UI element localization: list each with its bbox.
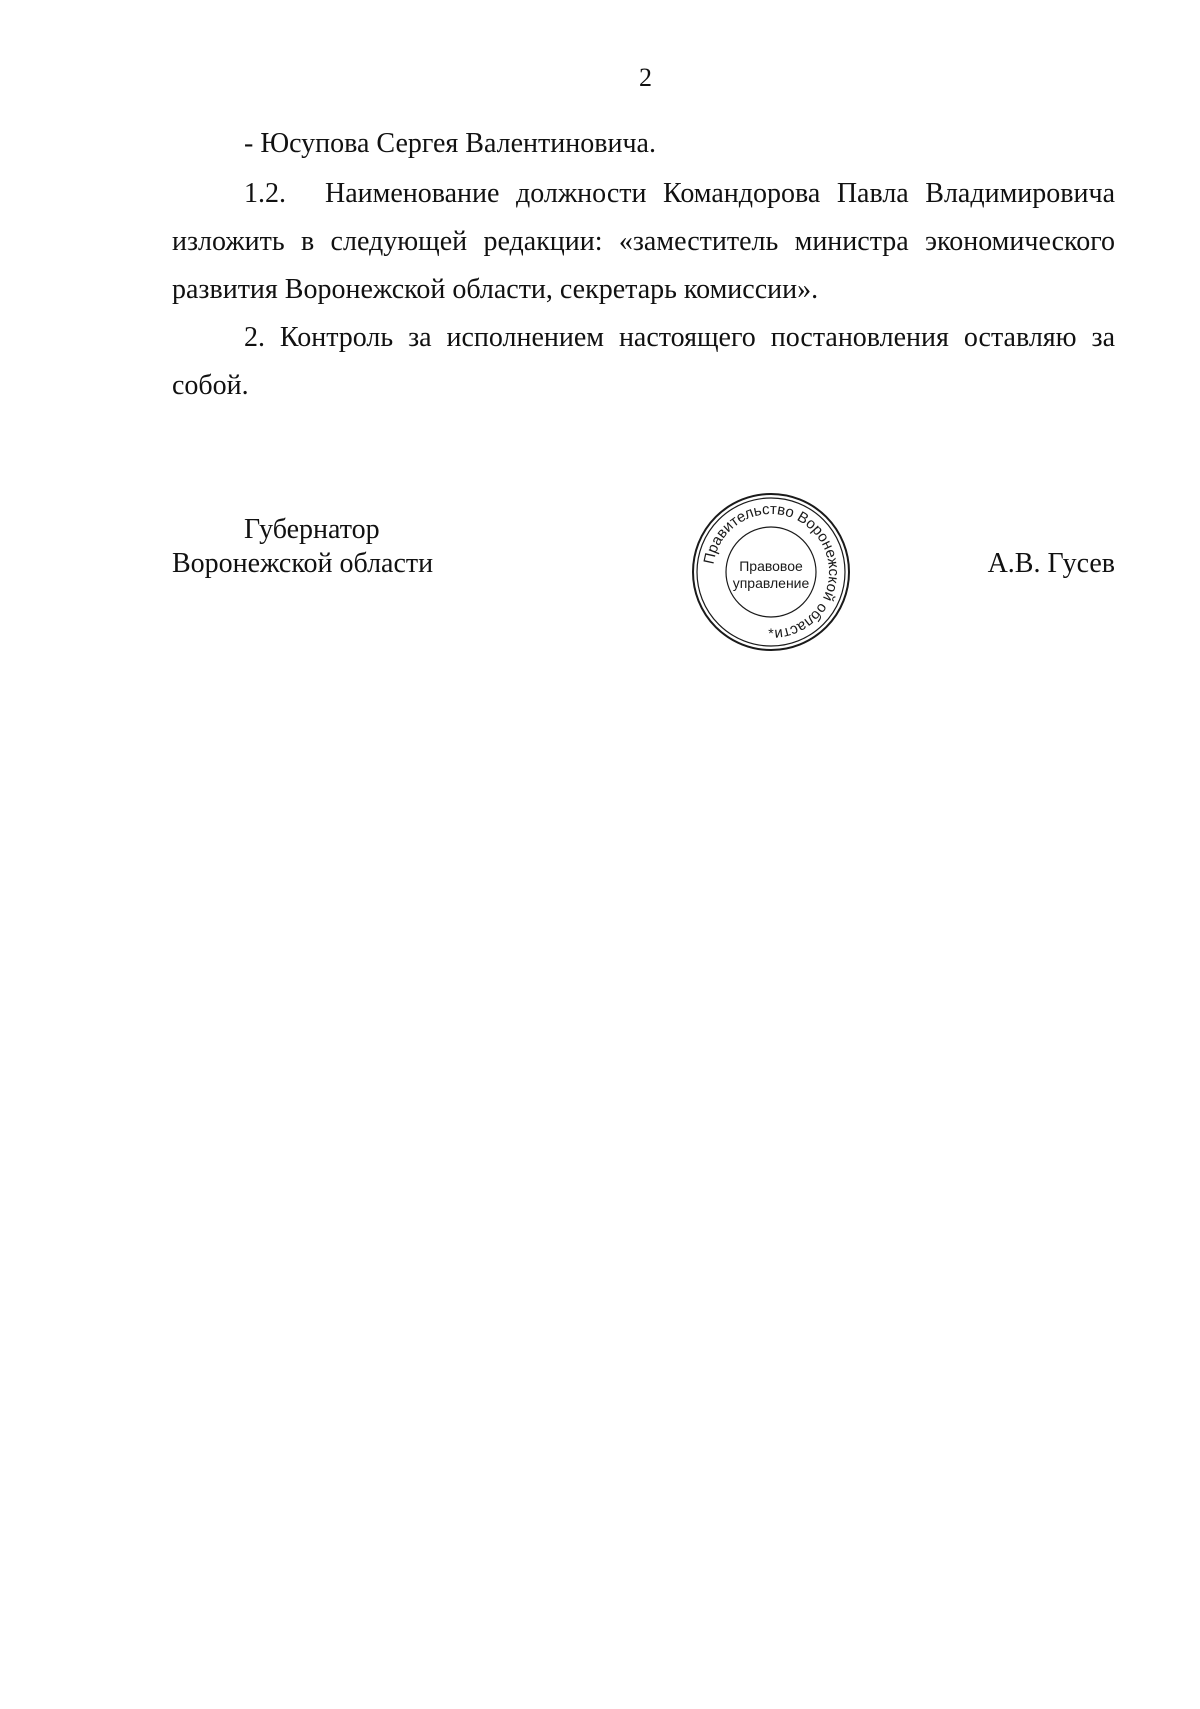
document-body bbox=[172, 120, 1115, 410]
page-number: 2 bbox=[639, 63, 652, 92]
signer-name: А.В. Гусев bbox=[987, 548, 1115, 579]
signer-title-line2: Воронежской области bbox=[172, 548, 434, 579]
stamp-star: * bbox=[768, 625, 774, 641]
signature-block bbox=[172, 500, 1115, 673]
item-text: Наименование должности Командорова Павла Владимировича изложить в следующей редакции: «заместитель министра экономического развития Воронежской области, секретарь комиссии». bbox=[172, 178, 1115, 305]
stamp-seal-icon bbox=[690, 491, 852, 653]
paragraph-item-1-2 bbox=[172, 170, 1115, 314]
stamp-center-line2: управление bbox=[732, 575, 810, 591]
paragraph-item-2: 2. Контроль за исполнением настоящего постановления оставляю за собой. bbox=[172, 322, 1115, 401]
signer-title-line1: Губернатор bbox=[244, 514, 380, 545]
official-stamp bbox=[690, 491, 852, 653]
stamp-ring-text: Правительство Воронежской области bbox=[700, 500, 843, 643]
item-number: 1.2. bbox=[244, 178, 286, 209]
signer-title bbox=[172, 513, 433, 581]
stamp-center-line1: Правовое bbox=[739, 558, 803, 574]
paragraph-dash-item: - Юсупова Сергея Валентиновича. bbox=[244, 128, 656, 159]
